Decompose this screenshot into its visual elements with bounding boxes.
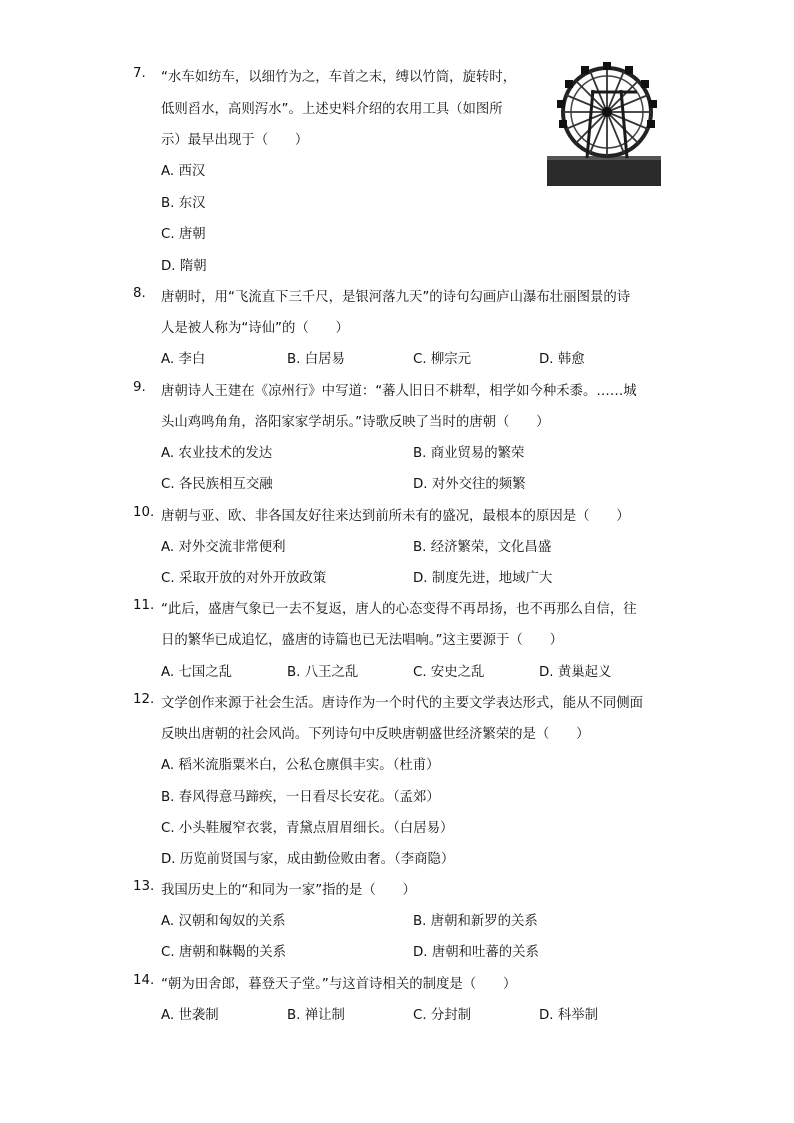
option-c[interactable]: C. 各民族相互交融 — [161, 477, 273, 492]
option-b[interactable]: B. 禅让制 — [287, 1008, 345, 1023]
option-b[interactable]: B. 经济繁荣，文化昌盛 — [413, 540, 552, 555]
question-text: 文学创作来源于社会生活。唐诗作为一个时代的主要文学表达形式，能从不同侧面 — [161, 696, 644, 711]
question-number: 7. — [133, 66, 146, 81]
option-a[interactable]: A. 汉朝和匈奴的关系 — [161, 914, 286, 929]
option-b[interactable]: B. 白居易 — [287, 352, 345, 367]
option-b[interactable]: B. 唐朝和新罗的关系 — [413, 914, 538, 929]
option-a[interactable]: A. 西汉 — [161, 164, 206, 179]
option-c[interactable]: C. 小头鞋履窄衣裳，青黛点眉眉细长。（白居易） — [161, 821, 454, 836]
option-d[interactable]: D. 唐朝和吐蕃的关系 — [413, 945, 539, 960]
option-b[interactable]: B. 商业贸易的繁荣 — [413, 446, 525, 461]
option-c[interactable]: C. 唐朝 — [161, 227, 206, 242]
option-d[interactable]: D. 隋朝 — [161, 259, 207, 274]
option-d[interactable]: D. 历览前贤国与家，成由勤俭败由奢。（李商隐） — [161, 852, 455, 867]
question-number: 9. — [133, 380, 146, 395]
question-text: 人是被人称为“诗仙”的（ ） — [161, 321, 349, 336]
option-b[interactable]: B. 春风得意马蹄疾，一日看尽长安花。（孟郊） — [161, 790, 440, 805]
question-number: 8. — [133, 286, 146, 301]
option-c[interactable]: C. 安史之乱 — [413, 665, 485, 680]
question-text: 唐朝与亚、欧、非各国友好往来达到前所未有的盛况，最根本的原因是（ ） — [161, 509, 630, 524]
question-text: “此后，盛唐气象已一去不复返，唐人的心态变得不再昂扬，也不再那么自信，往 — [161, 602, 637, 617]
question-number: 13. — [133, 879, 155, 894]
option-c[interactable]: C. 分封制 — [413, 1008, 472, 1023]
question-number: 14. — [133, 973, 155, 988]
option-c[interactable]: C. 唐朝和靺鞨的关系 — [161, 945, 286, 960]
option-c[interactable]: C. 柳宗元 — [413, 352, 472, 367]
option-d[interactable]: D. 对外交往的频繁 — [413, 477, 526, 492]
question-text: “水车如纺车，以细竹为之，车首之末，缚以竹筒，旋转时， — [161, 70, 517, 85]
question-text: “朝为田舍郎，暮登天子堂。”与这首诗相关的制度是（ ） — [161, 977, 517, 992]
option-b[interactable]: B. 八王之乱 — [287, 665, 359, 680]
option-d[interactable]: D. 科举制 — [539, 1008, 598, 1023]
question-text: 唐朝诗人王建在《凉州行》中写道：“蕃人旧日不耕犁，相学如今种禾黍。……城 — [161, 384, 637, 399]
option-b[interactable]: B. 东汉 — [161, 196, 206, 211]
option-a[interactable]: A. 七国之乱 — [161, 665, 232, 680]
question-text: 头山鸡鸣角角，洛阳家家学胡乐。”诗歌反映了当时的唐朝（ ） — [161, 415, 550, 430]
option-d[interactable]: D. 韩愈 — [539, 352, 585, 367]
question-text: 日的繁华已成追忆，盛唐的诗篇也已无法唱响。”这主要源于（ ） — [161, 633, 563, 648]
question-text: 反映出唐朝的社会风尚。下列诗句中反映唐朝盛世经济繁荣的是（ ） — [161, 727, 590, 742]
question-text: 唐朝时，用“飞流直下三千尺，是银河落九天”的诗句勾画庐山瀑布壮丽图景的诗 — [161, 290, 631, 305]
option-d[interactable]: D. 制度先进，地域广大 — [413, 571, 553, 586]
question-text: 低则舀水，高则泻水”。上述史料介绍的农用工具（如图所 — [161, 102, 503, 117]
option-a[interactable]: A. 稻米流脂粟米白，公私仓廪俱丰实。（杜甫） — [161, 758, 440, 773]
question-text: 我国历史上的“和同为一家”指的是（ ） — [161, 883, 416, 898]
question-number: 10. — [133, 505, 155, 520]
question-number: 12. — [133, 692, 155, 707]
option-d[interactable]: D. 黄巢起义 — [539, 665, 612, 680]
option-c[interactable]: C. 采取开放的对外开放政策 — [161, 571, 327, 586]
option-a[interactable]: A. 对外交流非常便利 — [161, 540, 286, 555]
option-a[interactable]: A. 农业技术的发达 — [161, 446, 273, 461]
water-wheel-photo — [547, 60, 661, 188]
option-a[interactable]: A. 世袭制 — [161, 1008, 219, 1023]
question-text: 示）最早出现于（ ） — [161, 133, 309, 148]
option-a[interactable]: A. 李白 — [161, 352, 206, 367]
question-number: 11. — [133, 598, 155, 613]
